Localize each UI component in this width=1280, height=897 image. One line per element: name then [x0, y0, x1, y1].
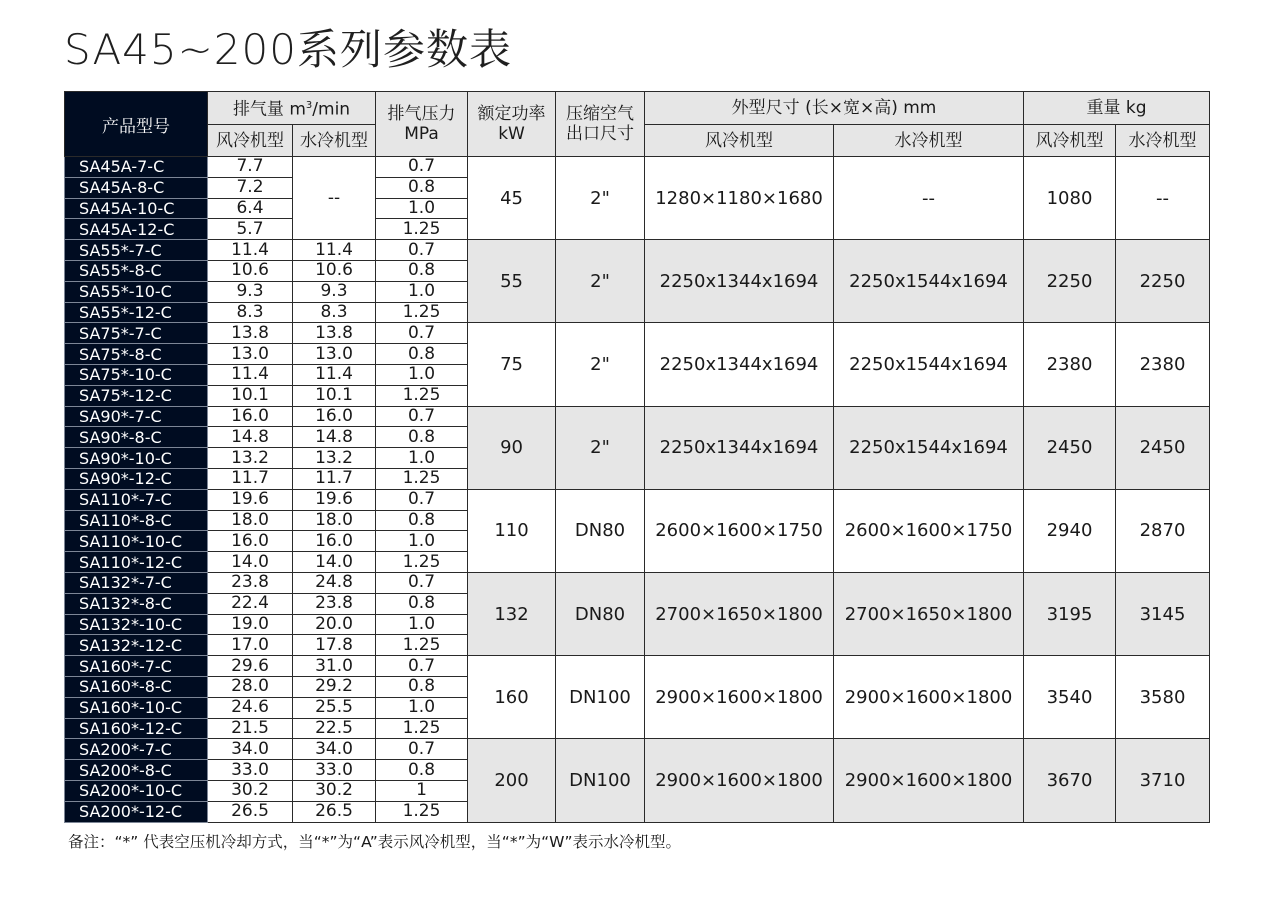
flow-water-cell: 29.2 [293, 676, 376, 697]
table-row [65, 739, 1210, 760]
dim-air-cell: 2250x1344x1694 [645, 406, 834, 489]
flow-air-cell: 7.7 [208, 157, 293, 178]
pressure-cell: 0.7 [376, 406, 468, 427]
header-flow-air: 风冷机型 [208, 125, 293, 157]
flow-air-cell: 16.0 [208, 406, 293, 427]
flow-water-cell: 11.7 [293, 468, 376, 489]
flow-water-cell: 13.8 [293, 323, 376, 344]
flow-water-cell: 22.5 [293, 718, 376, 739]
flow-air-cell: 14.8 [208, 427, 293, 448]
model-cell: SA55*-10-C [65, 281, 208, 302]
flow-water-cell: 18.0 [293, 510, 376, 531]
pressure-cell: 1.25 [376, 468, 468, 489]
dim-water-cell: 2250x1544x1694 [834, 323, 1024, 406]
flow-air-cell: 13.2 [208, 448, 293, 469]
flow-water-cell: 24.8 [293, 572, 376, 593]
header-model: 产品型号 [65, 92, 208, 157]
pressure-cell: 0.7 [376, 489, 468, 510]
flow-air-cell: 14.0 [208, 552, 293, 573]
model-cell: SA200*-7-C [65, 739, 208, 760]
pressure-cell: 0.8 [376, 427, 468, 448]
dim-air-cell: 2250x1344x1694 [645, 323, 834, 406]
pressure-cell: 1.25 [376, 801, 468, 822]
flow-air-cell: 11.4 [208, 364, 293, 385]
header-power-line1: 额定功率 [477, 104, 546, 124]
pressure-cell: 1.0 [376, 531, 468, 552]
flow-water-cell: 13.0 [293, 344, 376, 365]
dim-water-cell: -- [834, 157, 1024, 240]
model-cell: SA132*-8-C [65, 593, 208, 614]
pressure-cell: 1.0 [376, 364, 468, 385]
footnote: 备注：“*” 代表空压机冷却方式，当“*”为“A”表示风冷机型，当“*”为“W”表示水冷机型。 [68, 833, 681, 851]
header-outlet-line1: 压缩空气 [566, 104, 635, 124]
dim-air-cell: 2250x1344x1694 [645, 240, 834, 323]
table-row [65, 240, 1210, 261]
table-row [65, 157, 1210, 178]
flow-water-cell: 14.0 [293, 552, 376, 573]
weight-air-cell: 2380 [1024, 323, 1116, 406]
model-cell: SA110*-7-C [65, 489, 208, 510]
dim-water-cell: 2250x1544x1694 [834, 240, 1024, 323]
flow-water-cell: 10.1 [293, 385, 376, 406]
power-cell: 75 [468, 323, 556, 406]
flow-water-cell: 34.0 [293, 739, 376, 760]
model-cell: SA200*-8-C [65, 760, 208, 781]
model-cell: SA160*-8-C [65, 676, 208, 697]
flow-water-cell: 10.6 [293, 260, 376, 281]
model-cell: SA160*-10-C [65, 697, 208, 718]
header-pressure-line1: 排气压力 [387, 104, 456, 124]
header-pressure [376, 92, 468, 157]
flow-water-cell: 26.5 [293, 801, 376, 822]
flow-water-cell: 13.2 [293, 448, 376, 469]
pressure-cell: 1.25 [376, 302, 468, 323]
dim-air-cell: 2900×1600×1800 [645, 656, 834, 739]
pressure-cell: 1.0 [376, 198, 468, 219]
flow-water-cell: 25.5 [293, 697, 376, 718]
dim-air-cell: 2900×1600×1800 [645, 739, 834, 822]
dim-water-cell: 2900×1600×1800 [834, 739, 1024, 822]
weight-water-cell: -- [1116, 157, 1210, 240]
table-row [65, 489, 1210, 510]
flow-water-cell: 19.6 [293, 489, 376, 510]
header-dimensions: 外型尺寸 (长×宽×高) mm [645, 92, 1024, 125]
table-row [65, 656, 1210, 677]
model-cell: SA45A-10-C [65, 198, 208, 219]
pressure-cell: 1.25 [376, 635, 468, 656]
model-cell: SA110*-8-C [65, 510, 208, 531]
dim-air-cell: 2700×1650×1800 [645, 572, 834, 655]
flow-water-cell: 23.8 [293, 593, 376, 614]
weight-air-cell: 3540 [1024, 656, 1116, 739]
power-cell: 45 [468, 157, 556, 240]
model-cell: SA200*-10-C [65, 780, 208, 801]
model-cell: SA200*-12-C [65, 801, 208, 822]
flow-water-cell: 30.2 [293, 780, 376, 801]
flow-air-cell: 5.7 [208, 219, 293, 240]
pressure-cell: 0.8 [376, 510, 468, 531]
pressure-cell: 1.0 [376, 697, 468, 718]
header-weight-air: 风冷机型 [1024, 125, 1116, 157]
header-weight-water: 水冷机型 [1116, 125, 1210, 157]
flow-water-cell: 9.3 [293, 281, 376, 302]
pressure-cell: 0.7 [376, 157, 468, 178]
model-cell: SA75*-10-C [65, 364, 208, 385]
model-cell: SA55*-7-C [65, 240, 208, 261]
header-outlet-line2: 出口尺寸 [566, 124, 635, 144]
pressure-cell: 0.8 [376, 177, 468, 198]
flow-air-cell: 11.4 [208, 240, 293, 261]
weight-water-cell: 2380 [1116, 323, 1210, 406]
outlet-cell: 2" [556, 323, 645, 406]
flow-air-cell: 33.0 [208, 760, 293, 781]
outlet-cell: 2" [556, 240, 645, 323]
outlet-cell: DN80 [556, 489, 645, 572]
pressure-cell: 1.25 [376, 552, 468, 573]
weight-water-cell: 3580 [1116, 656, 1210, 739]
header-weight: 重量 kg [1024, 92, 1210, 125]
pressure-cell: 1 [376, 780, 468, 801]
pressure-cell: 0.7 [376, 656, 468, 677]
power-cell: 110 [468, 489, 556, 572]
table-row [65, 572, 1210, 593]
flow-air-cell: 30.2 [208, 780, 293, 801]
flow-water-cell: 17.8 [293, 635, 376, 656]
flow-air-cell: 22.4 [208, 593, 293, 614]
header-flow [208, 92, 376, 125]
flow-air-cell: 19.0 [208, 614, 293, 635]
pressure-cell: 0.8 [376, 260, 468, 281]
pressure-cell: 1.0 [376, 448, 468, 469]
flow-air-cell: 8.3 [208, 302, 293, 323]
dim-water-cell: 2250x1544x1694 [834, 406, 1024, 489]
weight-water-cell: 2450 [1116, 406, 1210, 489]
power-cell: 160 [468, 656, 556, 739]
pressure-cell: 1.25 [376, 718, 468, 739]
pressure-cell: 0.7 [376, 739, 468, 760]
pressure-cell: 0.8 [376, 344, 468, 365]
outlet-cell: 2" [556, 406, 645, 489]
weight-water-cell: 3145 [1116, 572, 1210, 655]
pressure-cell: 0.7 [376, 323, 468, 344]
header-pressure-line2: MPa [404, 124, 439, 144]
weight-air-cell: 2940 [1024, 489, 1116, 572]
outlet-cell: DN100 [556, 656, 645, 739]
flow-air-cell: 9.3 [208, 281, 293, 302]
model-cell: SA90*-7-C [65, 406, 208, 427]
flow-water-cell: 20.0 [293, 614, 376, 635]
power-cell: 132 [468, 572, 556, 655]
flow-air-cell: 16.0 [208, 531, 293, 552]
flow-air-cell: 7.2 [208, 177, 293, 198]
flow-air-cell: 21.5 [208, 718, 293, 739]
model-cell: SA90*-12-C [65, 468, 208, 489]
table-row [65, 406, 1210, 427]
outlet-cell: DN80 [556, 572, 645, 655]
flow-water-cell: 16.0 [293, 406, 376, 427]
weight-air-cell: 3195 [1024, 572, 1116, 655]
header-outlet [556, 92, 645, 157]
model-cell: SA45A-12-C [65, 219, 208, 240]
weight-air-cell: 2250 [1024, 240, 1116, 323]
page-title: SA45~200系列参数表 [64, 25, 512, 74]
header-flow-suffix: /min [312, 99, 351, 120]
flow-air-cell: 19.6 [208, 489, 293, 510]
dim-water-cell: 2900×1600×1800 [834, 656, 1024, 739]
flow-water-cell: -- [293, 157, 376, 240]
flow-air-cell: 17.0 [208, 635, 293, 656]
pressure-cell: 1.0 [376, 614, 468, 635]
header-dim-water: 水冷机型 [834, 125, 1024, 157]
header-power [468, 92, 556, 157]
dim-water-cell: 2600×1600×1750 [834, 489, 1024, 572]
power-cell: 90 [468, 406, 556, 489]
flow-water-cell: 31.0 [293, 656, 376, 677]
weight-water-cell: 2870 [1116, 489, 1210, 572]
model-cell: SA160*-7-C [65, 656, 208, 677]
model-cell: SA132*-10-C [65, 614, 208, 635]
model-cell: SA110*-12-C [65, 552, 208, 573]
model-cell: SA160*-12-C [65, 718, 208, 739]
flow-air-cell: 10.6 [208, 260, 293, 281]
flow-air-cell: 13.0 [208, 344, 293, 365]
header-power-line2: kW [498, 124, 525, 144]
weight-air-cell: 1080 [1024, 157, 1116, 240]
model-cell: SA132*-7-C [65, 572, 208, 593]
header-dim-air: 风冷机型 [645, 125, 834, 157]
pressure-cell: 1.25 [376, 385, 468, 406]
header-flow-sup: 3 [305, 100, 313, 112]
power-cell: 200 [468, 739, 556, 822]
flow-water-cell: 11.4 [293, 240, 376, 261]
model-cell: SA75*-8-C [65, 344, 208, 365]
pressure-cell: 0.8 [376, 760, 468, 781]
flow-air-cell: 23.8 [208, 572, 293, 593]
flow-air-cell: 18.0 [208, 510, 293, 531]
weight-air-cell: 2450 [1024, 406, 1116, 489]
dim-air-cell: 1280×1180×1680 [645, 157, 834, 240]
pressure-cell: 0.7 [376, 572, 468, 593]
flow-air-cell: 24.6 [208, 697, 293, 718]
header-flow-prefix: 排气量 m [232, 99, 306, 120]
pressure-cell: 0.8 [376, 593, 468, 614]
flow-water-cell: 16.0 [293, 531, 376, 552]
outlet-cell: DN100 [556, 739, 645, 822]
model-cell: SA55*-12-C [65, 302, 208, 323]
flow-air-cell: 26.5 [208, 801, 293, 822]
power-cell: 55 [468, 240, 556, 323]
flow-air-cell: 29.6 [208, 656, 293, 677]
model-cell: SA110*-10-C [65, 531, 208, 552]
model-cell: SA90*-10-C [65, 448, 208, 469]
model-cell: SA75*-7-C [65, 323, 208, 344]
flow-air-cell: 28.0 [208, 676, 293, 697]
weight-water-cell: 3710 [1116, 739, 1210, 822]
pressure-cell: 0.7 [376, 240, 468, 261]
model-cell: SA132*-12-C [65, 635, 208, 656]
table-row [65, 323, 1210, 344]
model-cell: SA45A-7-C [65, 157, 208, 178]
flow-air-cell: 10.1 [208, 385, 293, 406]
model-cell: SA75*-12-C [65, 385, 208, 406]
weight-water-cell: 2250 [1116, 240, 1210, 323]
dim-air-cell: 2600×1600×1750 [645, 489, 834, 572]
weight-air-cell: 3670 [1024, 739, 1116, 822]
flow-air-cell: 13.8 [208, 323, 293, 344]
flow-water-cell: 33.0 [293, 760, 376, 781]
flow-air-cell: 34.0 [208, 739, 293, 760]
flow-water-cell: 14.8 [293, 427, 376, 448]
flow-air-cell: 6.4 [208, 198, 293, 219]
pressure-cell: 1.25 [376, 219, 468, 240]
model-cell: SA90*-8-C [65, 427, 208, 448]
flow-water-cell: 8.3 [293, 302, 376, 323]
pressure-cell: 1.0 [376, 281, 468, 302]
outlet-cell: 2" [556, 157, 645, 240]
header-flow-water: 水冷机型 [293, 125, 376, 157]
model-cell: SA45A-8-C [65, 177, 208, 198]
spec-table [64, 91, 1210, 823]
dim-water-cell: 2700×1650×1800 [834, 572, 1024, 655]
flow-air-cell: 11.7 [208, 468, 293, 489]
pressure-cell: 0.8 [376, 676, 468, 697]
flow-water-cell: 11.4 [293, 364, 376, 385]
model-cell: SA55*-8-C [65, 260, 208, 281]
